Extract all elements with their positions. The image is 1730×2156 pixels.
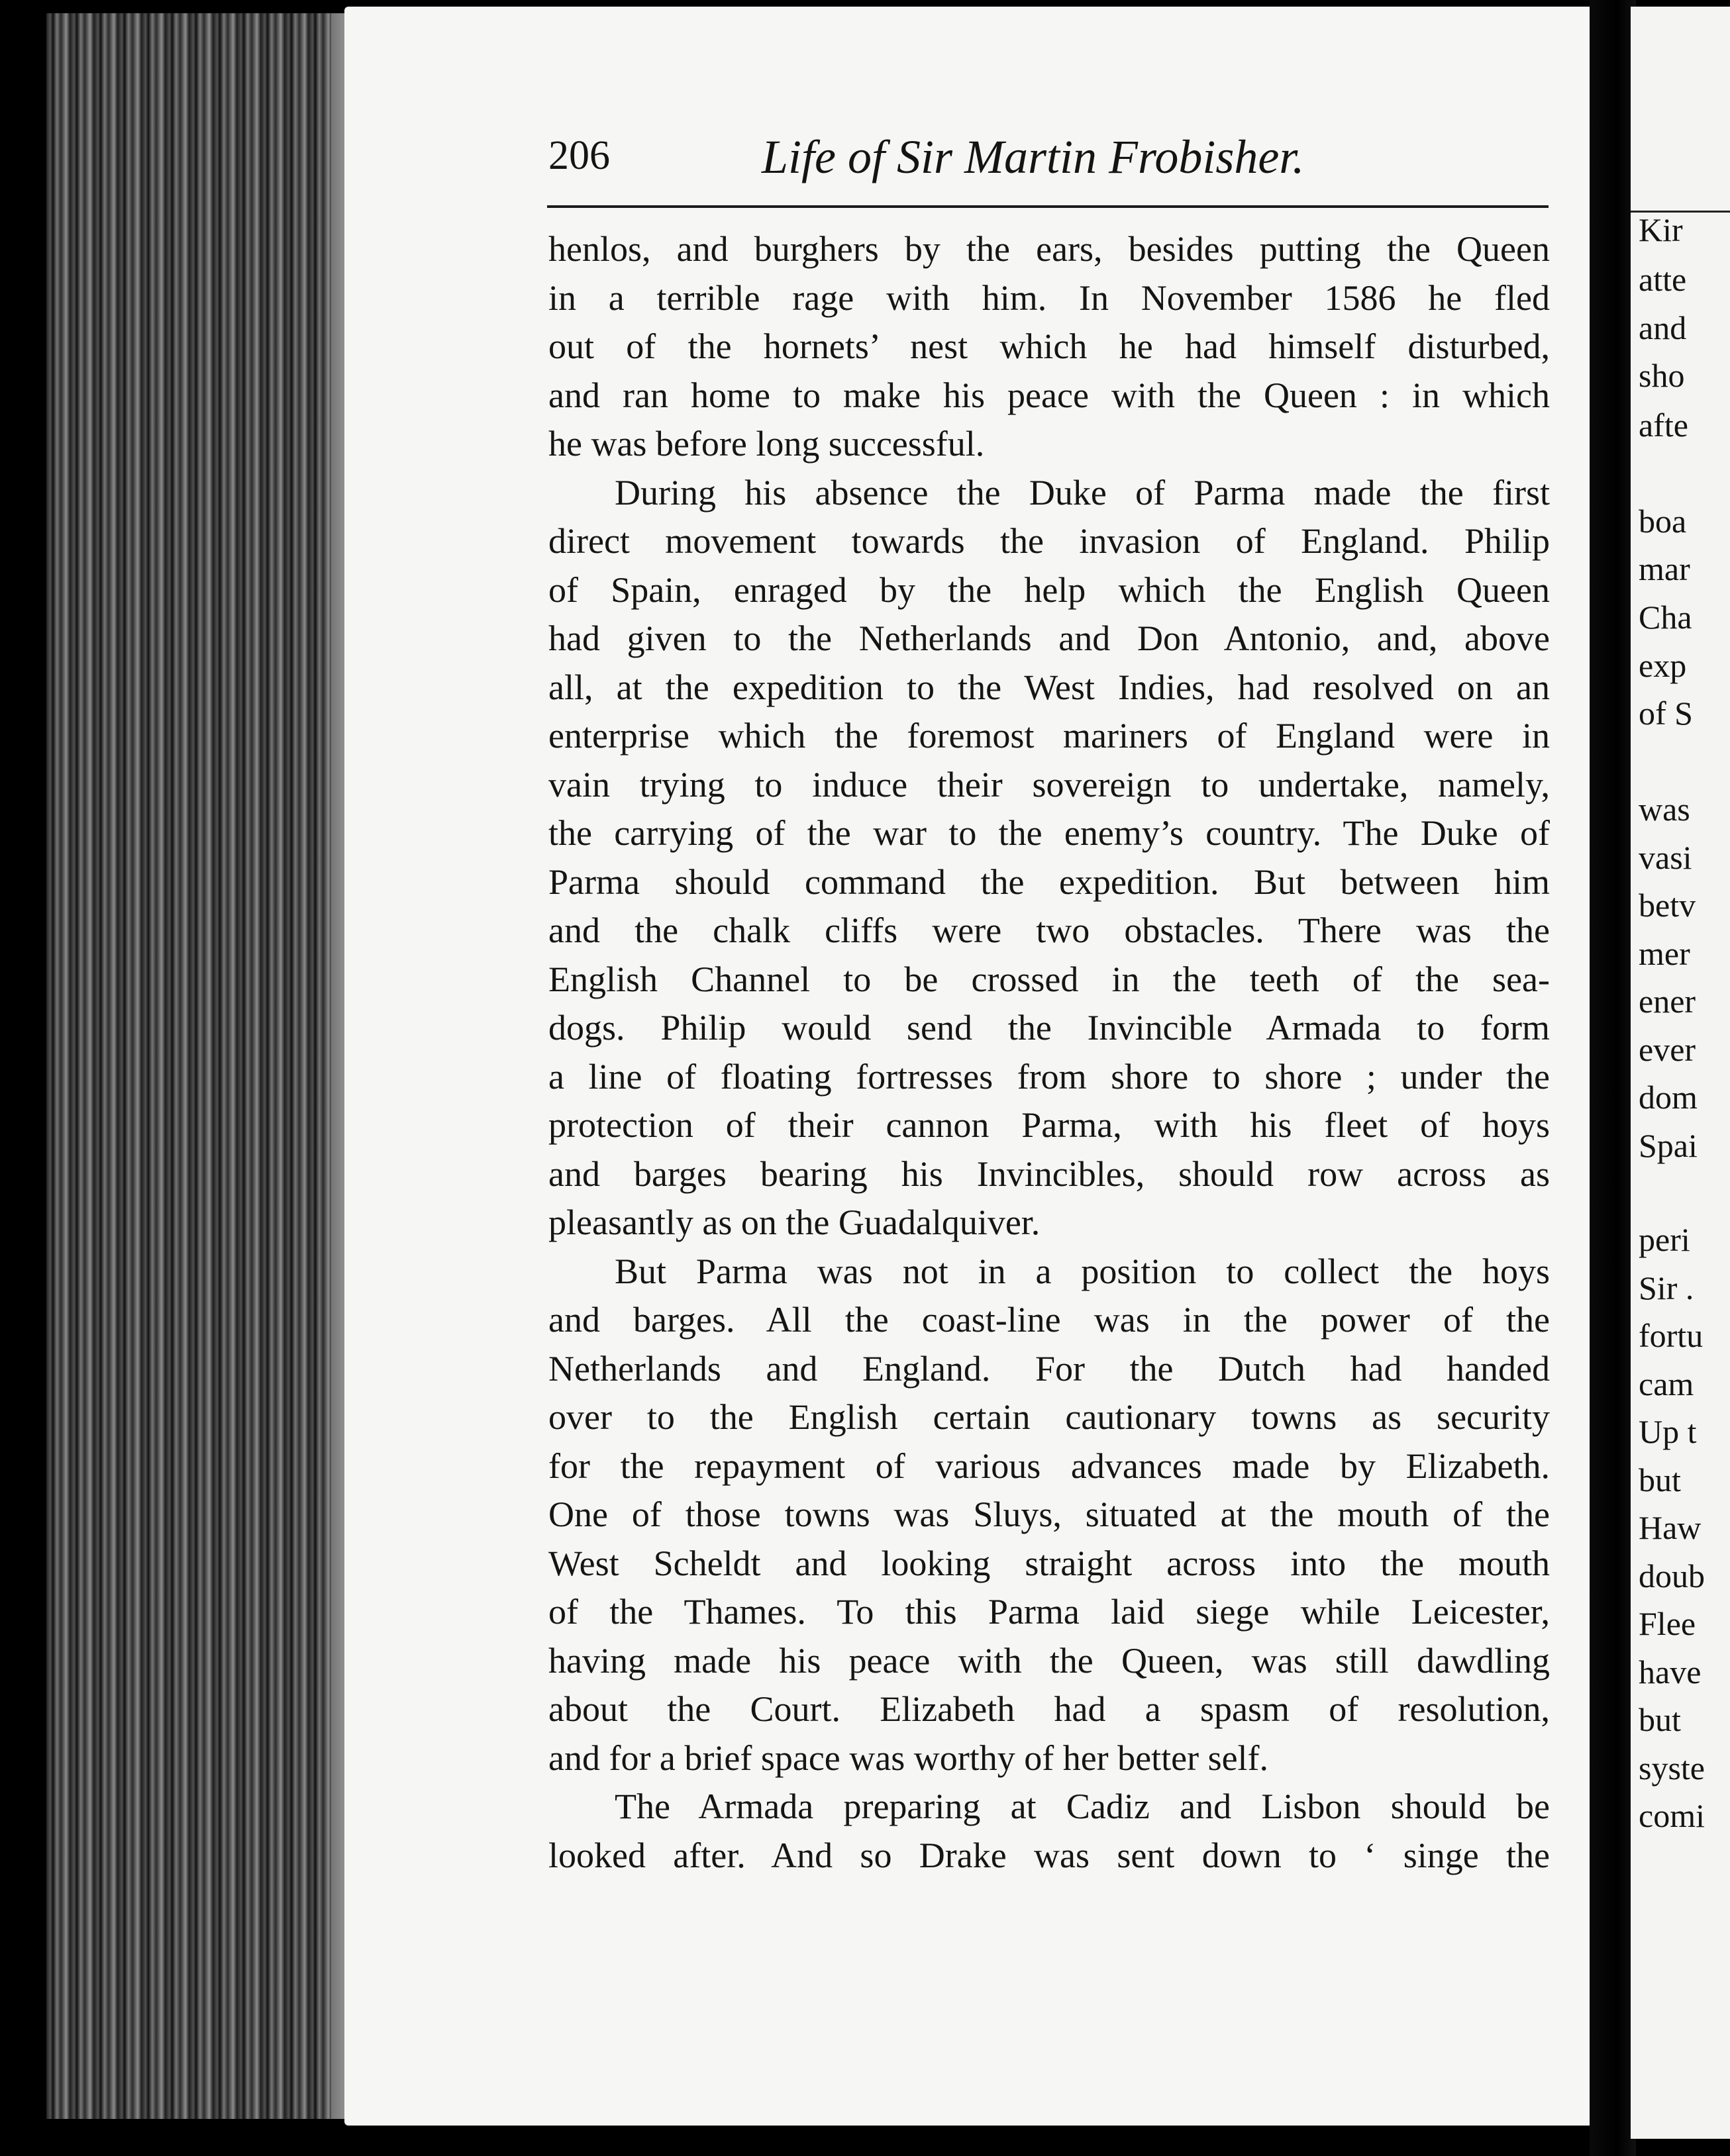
facing-line-fragment: betv: [1639, 887, 1696, 924]
facing-line-fragment: Flee: [1639, 1605, 1696, 1642]
running-head: [548, 132, 1376, 192]
facing-line-fragment: cam: [1639, 1365, 1694, 1402]
facing-line-fragment: comi: [1639, 1797, 1705, 1834]
text-line: English Channel to be crossed in the teeth of the sea-: [548, 959, 1550, 999]
facing-line-fragment: atte: [1639, 261, 1687, 298]
text-line: he was before long successful.: [548, 424, 985, 464]
facing-line-fragment: Sir .: [1639, 1269, 1694, 1306]
text-line: having made his peace with the Queen, was still dawdling: [548, 1640, 1550, 1681]
text-line: and the chalk cliffs were two obstacles. There was the: [548, 910, 1550, 950]
text-line: and ran home to make his peace with the Queen : in which: [548, 375, 1550, 415]
text-line: dogs. Philip would send the Invincible Armada to form: [548, 1008, 1550, 1048]
text-line: out of the hornets’ nest which he had himself disturbed,: [548, 326, 1550, 366]
text-line: all, at the expedition to the West Indies, had resolved on an: [548, 667, 1550, 707]
facing-line-fragment: but: [1639, 1461, 1681, 1498]
facing-line-fragment: have: [1639, 1653, 1702, 1690]
text-line: Parma should command the expedition. But between him: [548, 861, 1550, 902]
text-line: for the repayment of various advances made by Elizabeth.: [548, 1446, 1550, 1486]
facing-line-fragment: Up t: [1639, 1413, 1697, 1450]
header-rule: [547, 205, 1549, 208]
text-line: and for a brief space was worthy of her better self.: [548, 1738, 1269, 1778]
facing-line-fragment: ener: [1639, 983, 1696, 1020]
facing-line-fragment: and: [1639, 309, 1687, 346]
text-line: During his absence the Duke of Parma made the first: [615, 472, 1550, 513]
facing-line-fragment: doub: [1639, 1557, 1705, 1594]
facing-line-fragment: Haw: [1639, 1509, 1702, 1546]
text-line: henlos, and burghers by the ears, besides putting the Queen: [548, 229, 1550, 269]
facing-line-fragment: boa: [1639, 503, 1687, 540]
facing-line-fragment: mar: [1639, 550, 1690, 587]
facing-line-fragment: mer: [1639, 935, 1690, 972]
facing-line-fragment: Kir: [1639, 211, 1683, 248]
text-line: pleasantly as on the Guadalquiver.: [548, 1202, 1041, 1242]
text-line: a line of floating fortresses from shore to shore ; under the: [548, 1056, 1550, 1097]
facing-line-fragment: fortu: [1639, 1317, 1704, 1354]
facing-line-fragment: ever: [1639, 1031, 1696, 1068]
facing-line-fragment: was: [1639, 791, 1690, 828]
facing-line-fragment: but: [1639, 1701, 1681, 1738]
text-line: and barges. All the coast-line was in the power of the: [548, 1300, 1550, 1340]
text-line: of the Thames. To this Parma laid siege while Leicester,: [548, 1592, 1550, 1632]
text-line: But Parma was not in a position to collect the hoys: [615, 1251, 1550, 1291]
facing-line-fragment: peri: [1639, 1221, 1690, 1258]
facing-line-fragment: syste: [1639, 1749, 1705, 1787]
text-line: West Scheldt and looking straight across into the mouth: [548, 1543, 1550, 1583]
text-line: One of those towns was Sluys, situated at the mouth of the: [548, 1494, 1550, 1534]
running-title: Life of Sir Martin Frobisher.: [762, 130, 1305, 183]
text-line: had given to the Netherlands and Don Antonio, and, above: [548, 618, 1550, 658]
book-gutter: [1590, 0, 1636, 2156]
text-line: about the Court. Elizabeth had a spasm of resolution,: [548, 1689, 1550, 1729]
facing-line-fragment: sho: [1639, 357, 1685, 394]
facing-line-fragment: afte: [1639, 407, 1688, 444]
text-line: the carrying of the war to the enemy’s country. The Duke of: [548, 813, 1550, 853]
facing-line-fragment: dom: [1639, 1079, 1698, 1116]
text-line: looked after. And so Drake was sent down to ‘ singe the: [548, 1835, 1550, 1875]
text-line: protection of their cannon Parma, with his fleet of hoys: [548, 1105, 1550, 1145]
facing-line-fragment: Cha: [1639, 599, 1692, 636]
page-number: 206: [548, 133, 610, 178]
text-line: of Spain, enraged by the help which the English Queen: [548, 569, 1550, 610]
facing-page: [1631, 7, 1730, 2139]
facing-line-fragment: of S: [1639, 695, 1693, 732]
text-line: in a terrible rage with him. In November 1586 he fled: [548, 277, 1550, 318]
facing-line-fragment: Spai: [1639, 1127, 1698, 1164]
text-line: The Armada preparing at Cadiz and Lisbon should be: [615, 1787, 1550, 1826]
text-line: and barges bearing his Invincibles, should row across as: [548, 1153, 1550, 1194]
text-line: vain trying to induce their sovereign to undertake, namely,: [548, 764, 1550, 805]
text-line: over to the English certain cautionary towns as security: [548, 1397, 1550, 1437]
page-edges: [46, 13, 371, 2119]
facing-line-fragment: vasi: [1639, 839, 1692, 876]
facing-line-fragment: exp: [1639, 647, 1687, 684]
text-line: Netherlands and England. For the Dutch had handed: [548, 1348, 1550, 1389]
text-line: direct movement towards the invasion of England. Philip: [548, 521, 1550, 561]
text-line: enterprise which the foremost mariners of England were in: [548, 716, 1550, 756]
